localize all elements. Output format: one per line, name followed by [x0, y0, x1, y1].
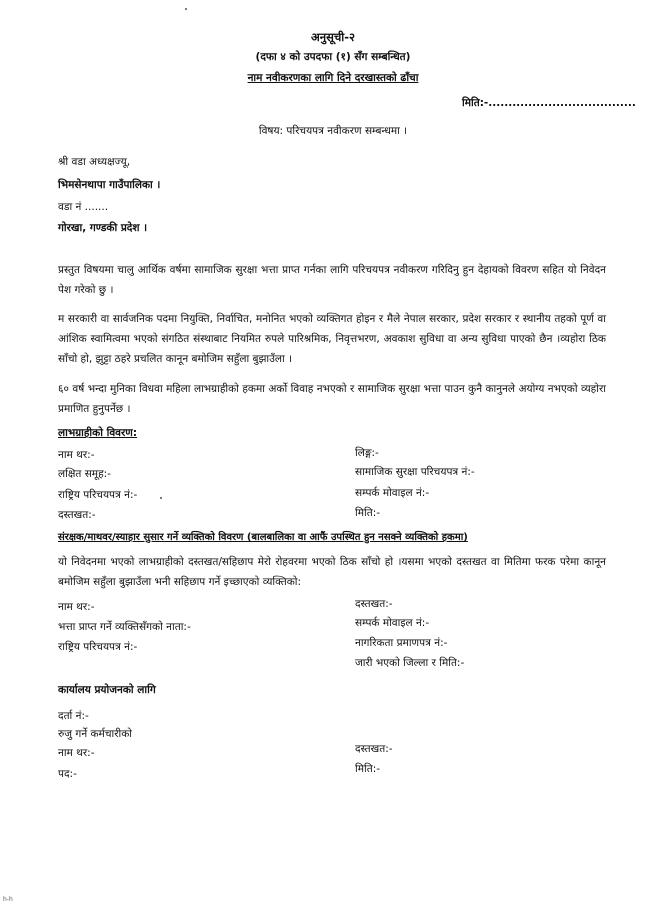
schedule-label: अनुसूची-२	[311, 30, 355, 44]
date-field: मिति:-.....................................	[462, 97, 636, 109]
office-date: मिति:-	[355, 763, 381, 775]
guardian-citizenship: नागरिकता प्रमाणपत्र नं:-	[355, 637, 448, 649]
office-verifier-name: नाम थर:-	[58, 747, 95, 759]
guardian-issued-district-date: जारी भएको जिल्ला र मिति:-	[355, 657, 465, 669]
guardian-heading: संरक्षक/माथवर/स्याहार सुसार गर्ने व्यक्तिको विवरण (बालबालिका वा आफैं उपस्थित हुन नसक्ने व्यक्तिको हकमा)	[58, 532, 468, 543]
beneficiary-name: नाम थर:-	[58, 449, 95, 461]
beneficiary-national-id: राष्ट्रिय परिचयपत्र नं:-	[58, 489, 138, 501]
clause-reference: (दफा ४ को उपदफा (१) सँग सम्बन्धित)	[255, 51, 411, 63]
district-province: गोरखा, गण्डकी प्रदेश ।	[58, 222, 148, 234]
paragraph-widow-note: ६० वर्ष भन्दा मुनिका विधवा महिला लाभग्राहीको हकमा अर्को विवाह नभएको र सामाजिक सुरक्षा भत्ता पाउन कुनै कानुनले अयोग्य नभएको व्यहोरा प्रमाणित हुनुपर्नेछ ।	[58, 383, 606, 415]
guardian-name: नाम थर:-	[58, 601, 95, 613]
beneficiary-ss-card-number: सामाजिक सुरक्षा परिचयपत्र नं:-	[355, 466, 475, 478]
office-verifier: रुजु गर्ने कर्मचारीको	[58, 728, 133, 740]
scan-speck	[185, 8, 187, 10]
paragraph-request: प्रस्तुत विषयमा चालु आर्थिक वर्षमा सामाजिक सुरक्षा भत्ता प्राप्त गर्नका लागि परिचयपत्र नवीकरण गरिदिनु हुन देहायको विवरण सहित यो निवेदन पेश गरेको छु ।	[58, 264, 606, 296]
scan-speck	[160, 497, 162, 499]
municipality: भिमसेनथापा गाउँपालिका ।	[58, 179, 161, 191]
guardian-intro: यो निवेदनमा भएको लाभग्राहीको दस्तखत/सहिछाप मेरो रोहवरमा भएको ठिक साँचो हो ।यसमा भएको दस्तखत वा मितिमा फरक परेमा कानून बमोजिम सहुँला बुझाउँला भनी सहिछाप गर्ने इच्छाएको व्यक्तिको:	[58, 556, 606, 588]
beneficiary-gender: लिङ्ग:-	[355, 447, 379, 459]
beneficiary-signature: दस्तखत:-	[58, 509, 96, 521]
office-signature: दस्तखत:-	[355, 743, 393, 755]
office-post: पद:-	[58, 768, 77, 780]
guardian-relation: भत्ता प्राप्त गर्ने व्यक्तिसँगको नाता:-	[58, 621, 191, 633]
subject-line: विषय: परिचयपत्र नवीकरण सम्बन्धमा ।	[258, 125, 408, 137]
addressee: श्री वडा अध्यक्षज्यू,	[58, 156, 131, 168]
beneficiary-heading: लाभग्राहीको विवरण:	[58, 427, 138, 439]
beneficiary-target-group: लक्षित समूह:-	[58, 468, 111, 480]
beneficiary-mobile: सम्पर्क मोवाइल नं:-	[355, 487, 430, 499]
beneficiary-date: मिति:-	[355, 507, 381, 519]
guardian-signature: दस्तखत:-	[355, 598, 393, 610]
guardian-national-id: राष्ट्रिय परिचयपत्र नं:-	[58, 641, 138, 653]
office-registration-number: दर्ता नं:-	[58, 710, 89, 722]
guardian-mobile: सम्पर्क मोवाइल नं:-	[355, 617, 430, 629]
form-title: नाम नवीकरणका लागि दिने दरखास्तको ढाँचा	[247, 72, 419, 84]
ward-number: वडा नं .......	[58, 201, 109, 213]
paragraph-declaration: म सरकारी वा सार्वजनिक पदमा नियुक्ति, निर्वाचित, मनोनित भएको व्यक्तिगत होइन र मैले नेपाल सरकार, प्रदेश सरकार र स्थानीय तहको पूर्ण वा आंशिक स्वामित्वमा भएको संगठित संस्थाबाट नियमित रुपले पारिश्रमिक, निवृत्तभरण, अवकाश सुविधा वा अन्य सुविधा पाएको छैन ।व्यहोरा ठिक साँचो हो, झुट्टा ठहरे प्रचलित कानून बमोजिम सहुँला बुझाउँला ।	[58, 313, 606, 365]
footer-mark: h-h	[3, 896, 13, 903]
office-use-heading: कार्यालय प्रयोजनको लागि	[58, 684, 156, 696]
